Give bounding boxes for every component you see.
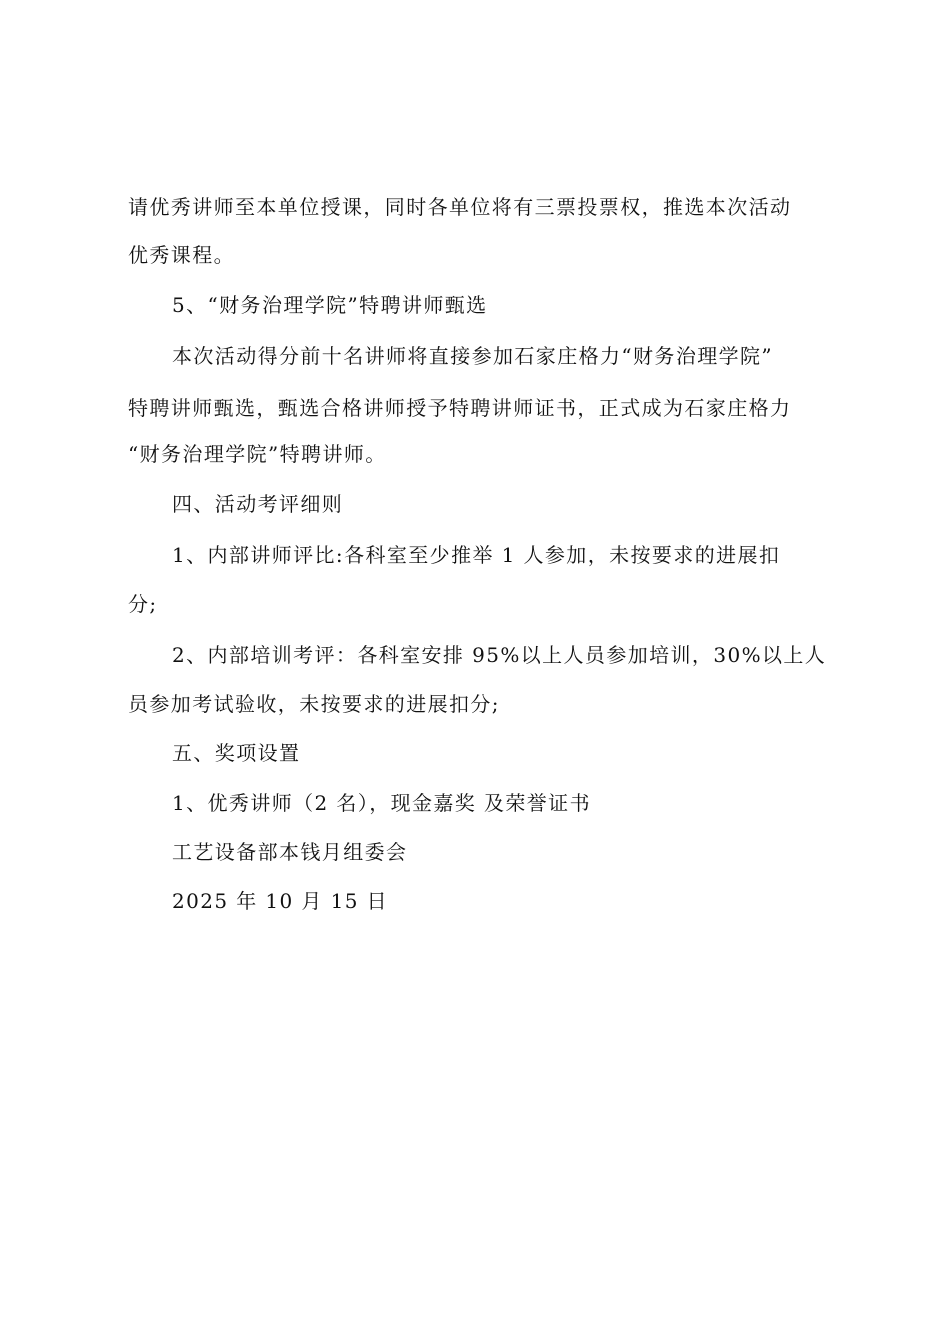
paragraph-line: 本次活动得分前十名讲师将直接参加石家庄格力“财务治理学院” (172, 344, 774, 368)
paragraph-line: “财务治理学院”特聘讲师。 (128, 442, 387, 466)
signature-org: 工艺设备部本钱月组委会 (172, 840, 408, 864)
paragraph-line: 1、内部讲师评比:各科室至少推举 1 人参加，未按要求的进展扣 (172, 543, 781, 567)
section-subheading: 5、“财务治理学院”特聘讲师甄选 (172, 293, 488, 317)
section-heading: 四、活动考评细则 (172, 492, 344, 516)
signature-date: 2025 年 10 月 15 日 (172, 889, 388, 913)
section-heading: 五、奖项设置 (172, 741, 301, 765)
paragraph-line: 员参加考试验收，未按要求的进展扣分; (128, 692, 500, 716)
paragraph-line: 特聘讲师甄选，甄选合格讲师授予特聘讲师证书，正式成为石家庄格力 (128, 396, 792, 420)
paragraph-line: 1、优秀讲师（2 名），现金嘉奖 及荣誉证书 (172, 791, 591, 815)
paragraph-line: 优秀课程。 (128, 243, 235, 267)
paragraph-line: 2、内部培训考评：各科室安排 95%以上人员参加培训，30%以上人 (172, 643, 827, 667)
paragraph-line: 请优秀讲师至本单位授课，同时各单位将有三票投票权，推选本次活动 (128, 195, 792, 219)
paragraph-line: 分; (128, 592, 158, 616)
